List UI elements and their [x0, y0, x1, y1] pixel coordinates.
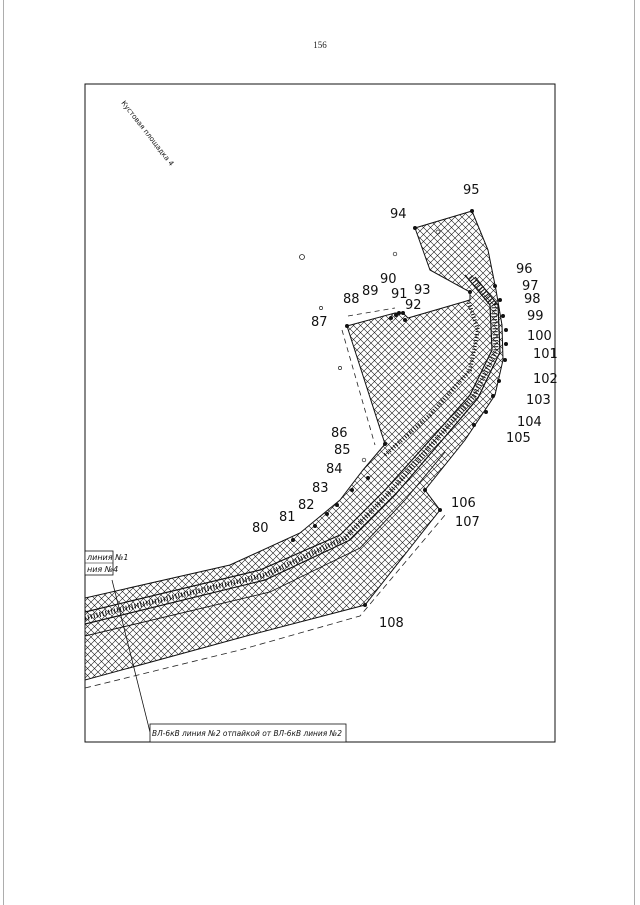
vertex-dot-103 — [491, 394, 495, 398]
point-label-102: 102 — [533, 372, 558, 387]
vertex-dot-94 — [413, 226, 417, 230]
point-label-92: 92 — [405, 298, 422, 313]
point-label-85: 85 — [334, 443, 351, 458]
vertex-dot-87 — [345, 324, 349, 328]
point-label-95: 95 — [463, 183, 480, 198]
vertex-dot-92 — [403, 318, 407, 322]
vertex-dot-80 — [291, 538, 295, 542]
point-label-89: 89 — [362, 284, 379, 299]
point-label-83: 83 — [312, 481, 329, 496]
vertex-dot-101 — [503, 358, 507, 362]
vertex-dot-98 — [501, 314, 505, 318]
vertex-dot-105 — [472, 423, 476, 427]
vertex-dot-82 — [325, 512, 329, 516]
point-label-84: 84 — [326, 462, 343, 477]
vertex-dot-88 — [389, 316, 393, 320]
point-label-88: 88 — [343, 292, 360, 307]
vertex-dot-93 — [468, 290, 472, 294]
vertex-dot-84 — [350, 488, 354, 492]
point-label-90: 90 — [380, 272, 397, 287]
point-label-98: 98 — [524, 292, 541, 307]
point-label-107: 107 — [455, 515, 480, 530]
vertex-dot-83 — [335, 503, 339, 507]
road-label: Кустовая площадка 4 — [119, 99, 176, 168]
vertex-dot-106 — [423, 488, 427, 492]
vertex-dot-104 — [484, 410, 488, 414]
point-label-103: 103 — [526, 393, 551, 408]
point-label-104: 104 — [517, 415, 542, 430]
point-label-82: 82 — [298, 498, 315, 513]
point-label-105: 105 — [506, 431, 531, 446]
point-label-87: 87 — [311, 315, 328, 330]
page-number: 156 — [313, 40, 327, 50]
vertex-dot-81 — [313, 524, 317, 528]
vertex-dot-102 — [497, 379, 501, 383]
vertex-dot-86 — [383, 442, 387, 446]
point-label-94: 94 — [390, 207, 407, 222]
point-label-99: 99 — [527, 309, 544, 324]
point-label-81: 81 — [279, 510, 296, 525]
point-label-101: 101 — [533, 347, 558, 362]
point-label-97: 97 — [522, 279, 539, 294]
vertex-dot-99 — [504, 328, 508, 332]
vertex-dot-100 — [504, 342, 508, 346]
vertex-dot-96 — [493, 284, 497, 288]
point-label-106: 106 — [451, 496, 476, 511]
line-label-left-bottom: ния №4 — [87, 565, 119, 574]
vertex-dot-95 — [470, 209, 474, 213]
point-label-100: 100 — [527, 329, 552, 344]
vertex-dot-97 — [498, 298, 502, 302]
point-label-108: 108 — [379, 616, 404, 631]
line-label-bottom: ВЛ-6кВ линия №2 отпайкой от ВЛ-6кВ линия №2 — [152, 729, 342, 738]
vertex-dot-85 — [366, 476, 370, 480]
point-label-93: 93 — [414, 283, 431, 298]
line-label-left-top: линия №1 — [87, 553, 129, 562]
vertex-dot-108 — [363, 603, 367, 607]
vertex-dot-90 — [397, 311, 401, 315]
point-label-80: 80 — [252, 521, 269, 536]
point-label-96: 96 — [516, 262, 533, 277]
point-label-86: 86 — [331, 426, 348, 441]
point-label-91: 91 — [391, 287, 408, 302]
vertex-dot-107 — [438, 508, 442, 512]
